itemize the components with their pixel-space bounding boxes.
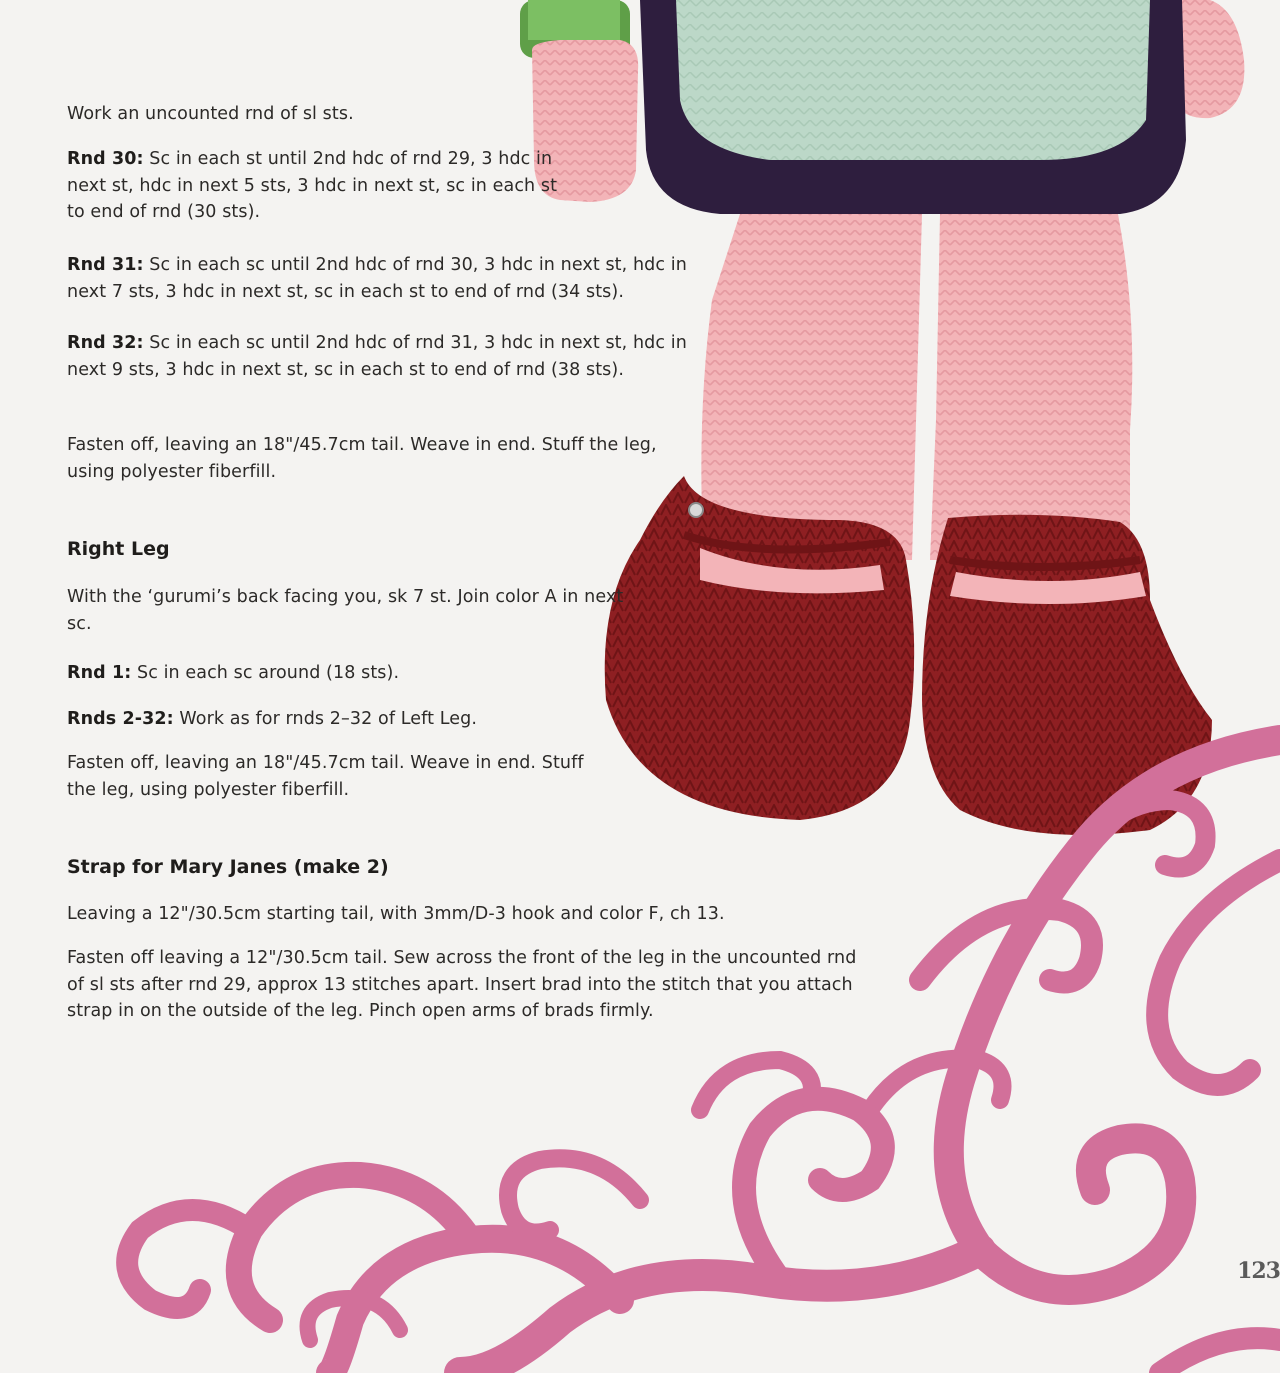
page-number: 123	[1237, 1258, 1280, 1284]
paragraph-text: Leaving a 12"/30.5cm starting tail, with 3mm/D-3 hook and color F, ch 13.	[67, 904, 725, 924]
round-label: Rnd 32:	[67, 333, 144, 353]
heading-strap: Strap for Mary Janes (make 2)	[67, 856, 389, 878]
paragraph-fasten-off	[67, 432, 682, 485]
round-label: Rnds 2-32:	[67, 709, 174, 729]
round-label: Rnd 1:	[67, 663, 132, 683]
paragraph-right-leg-fasten	[67, 750, 597, 803]
paragraph-text: Sc in each sc around (18 sts).	[131, 663, 400, 683]
paragraph-text: Sc in each sc until 2nd hdc of rnd 30, 3 hdc in next st, hdc in next 7 sts, 3 hdc in next st, sc in each st to end of rnd (34 sts).	[67, 255, 687, 302]
paragraph-rnd-30	[67, 146, 567, 226]
paragraph-rnds-2-32	[67, 706, 627, 733]
heading-right-leg: Right Leg	[67, 538, 170, 560]
paragraph-intro	[67, 101, 627, 128]
paragraph-text: Fasten off, leaving an 18"/45.7cm tail. Weave in end. Stuff the leg, using polyester fiberfill.	[67, 753, 584, 800]
paragraph-text: With the ‘gurumi’s back facing you, sk 7 st. Join color A in next sc.	[67, 587, 624, 634]
paragraph-text: Fasten off leaving a 12"/30.5cm tail. Sew across the front of the leg in the uncounted rnd of sl sts after rnd 29, approx 13 stitches apart. Insert brad into the stitch that you attach strap in on the outside of the leg. Pinch open arms of brads firmly.	[67, 948, 857, 1021]
paragraph-text: Fasten off, leaving an 18"/45.7cm tail. Weave in end. Stuff the leg, using polyester fiberfill.	[67, 435, 657, 482]
paragraph-text: Work as for rnds 2–32 of Left Leg.	[173, 709, 478, 729]
paragraph-text: Sc in each sc until 2nd hdc of rnd 31, 3 hdc in next st, hdc in next 9 sts, 3 hdc in next st, sc in each st to end of rnd (38 sts).	[67, 333, 687, 380]
paragraph-rnd-31	[67, 252, 727, 305]
paragraph-right-leg-intro	[67, 584, 627, 637]
paragraph-text: Sc in each st until 2nd hdc of rnd 29, 3 hdc in next st, hdc in next 5 sts, 3 hdc in next st, sc in each st to end of rnd (30 sts).	[67, 149, 558, 222]
paragraph-text: Work an uncounted rnd of sl sts.	[67, 104, 354, 124]
round-label: Rnd 30:	[67, 149, 144, 169]
paragraph-rnd-1	[67, 660, 627, 687]
round-label: Rnd 31:	[67, 255, 144, 275]
paragraph-rnd-32	[67, 330, 707, 383]
paragraph-strap-finish	[67, 945, 877, 1025]
paragraph-strap-start	[67, 901, 887, 928]
